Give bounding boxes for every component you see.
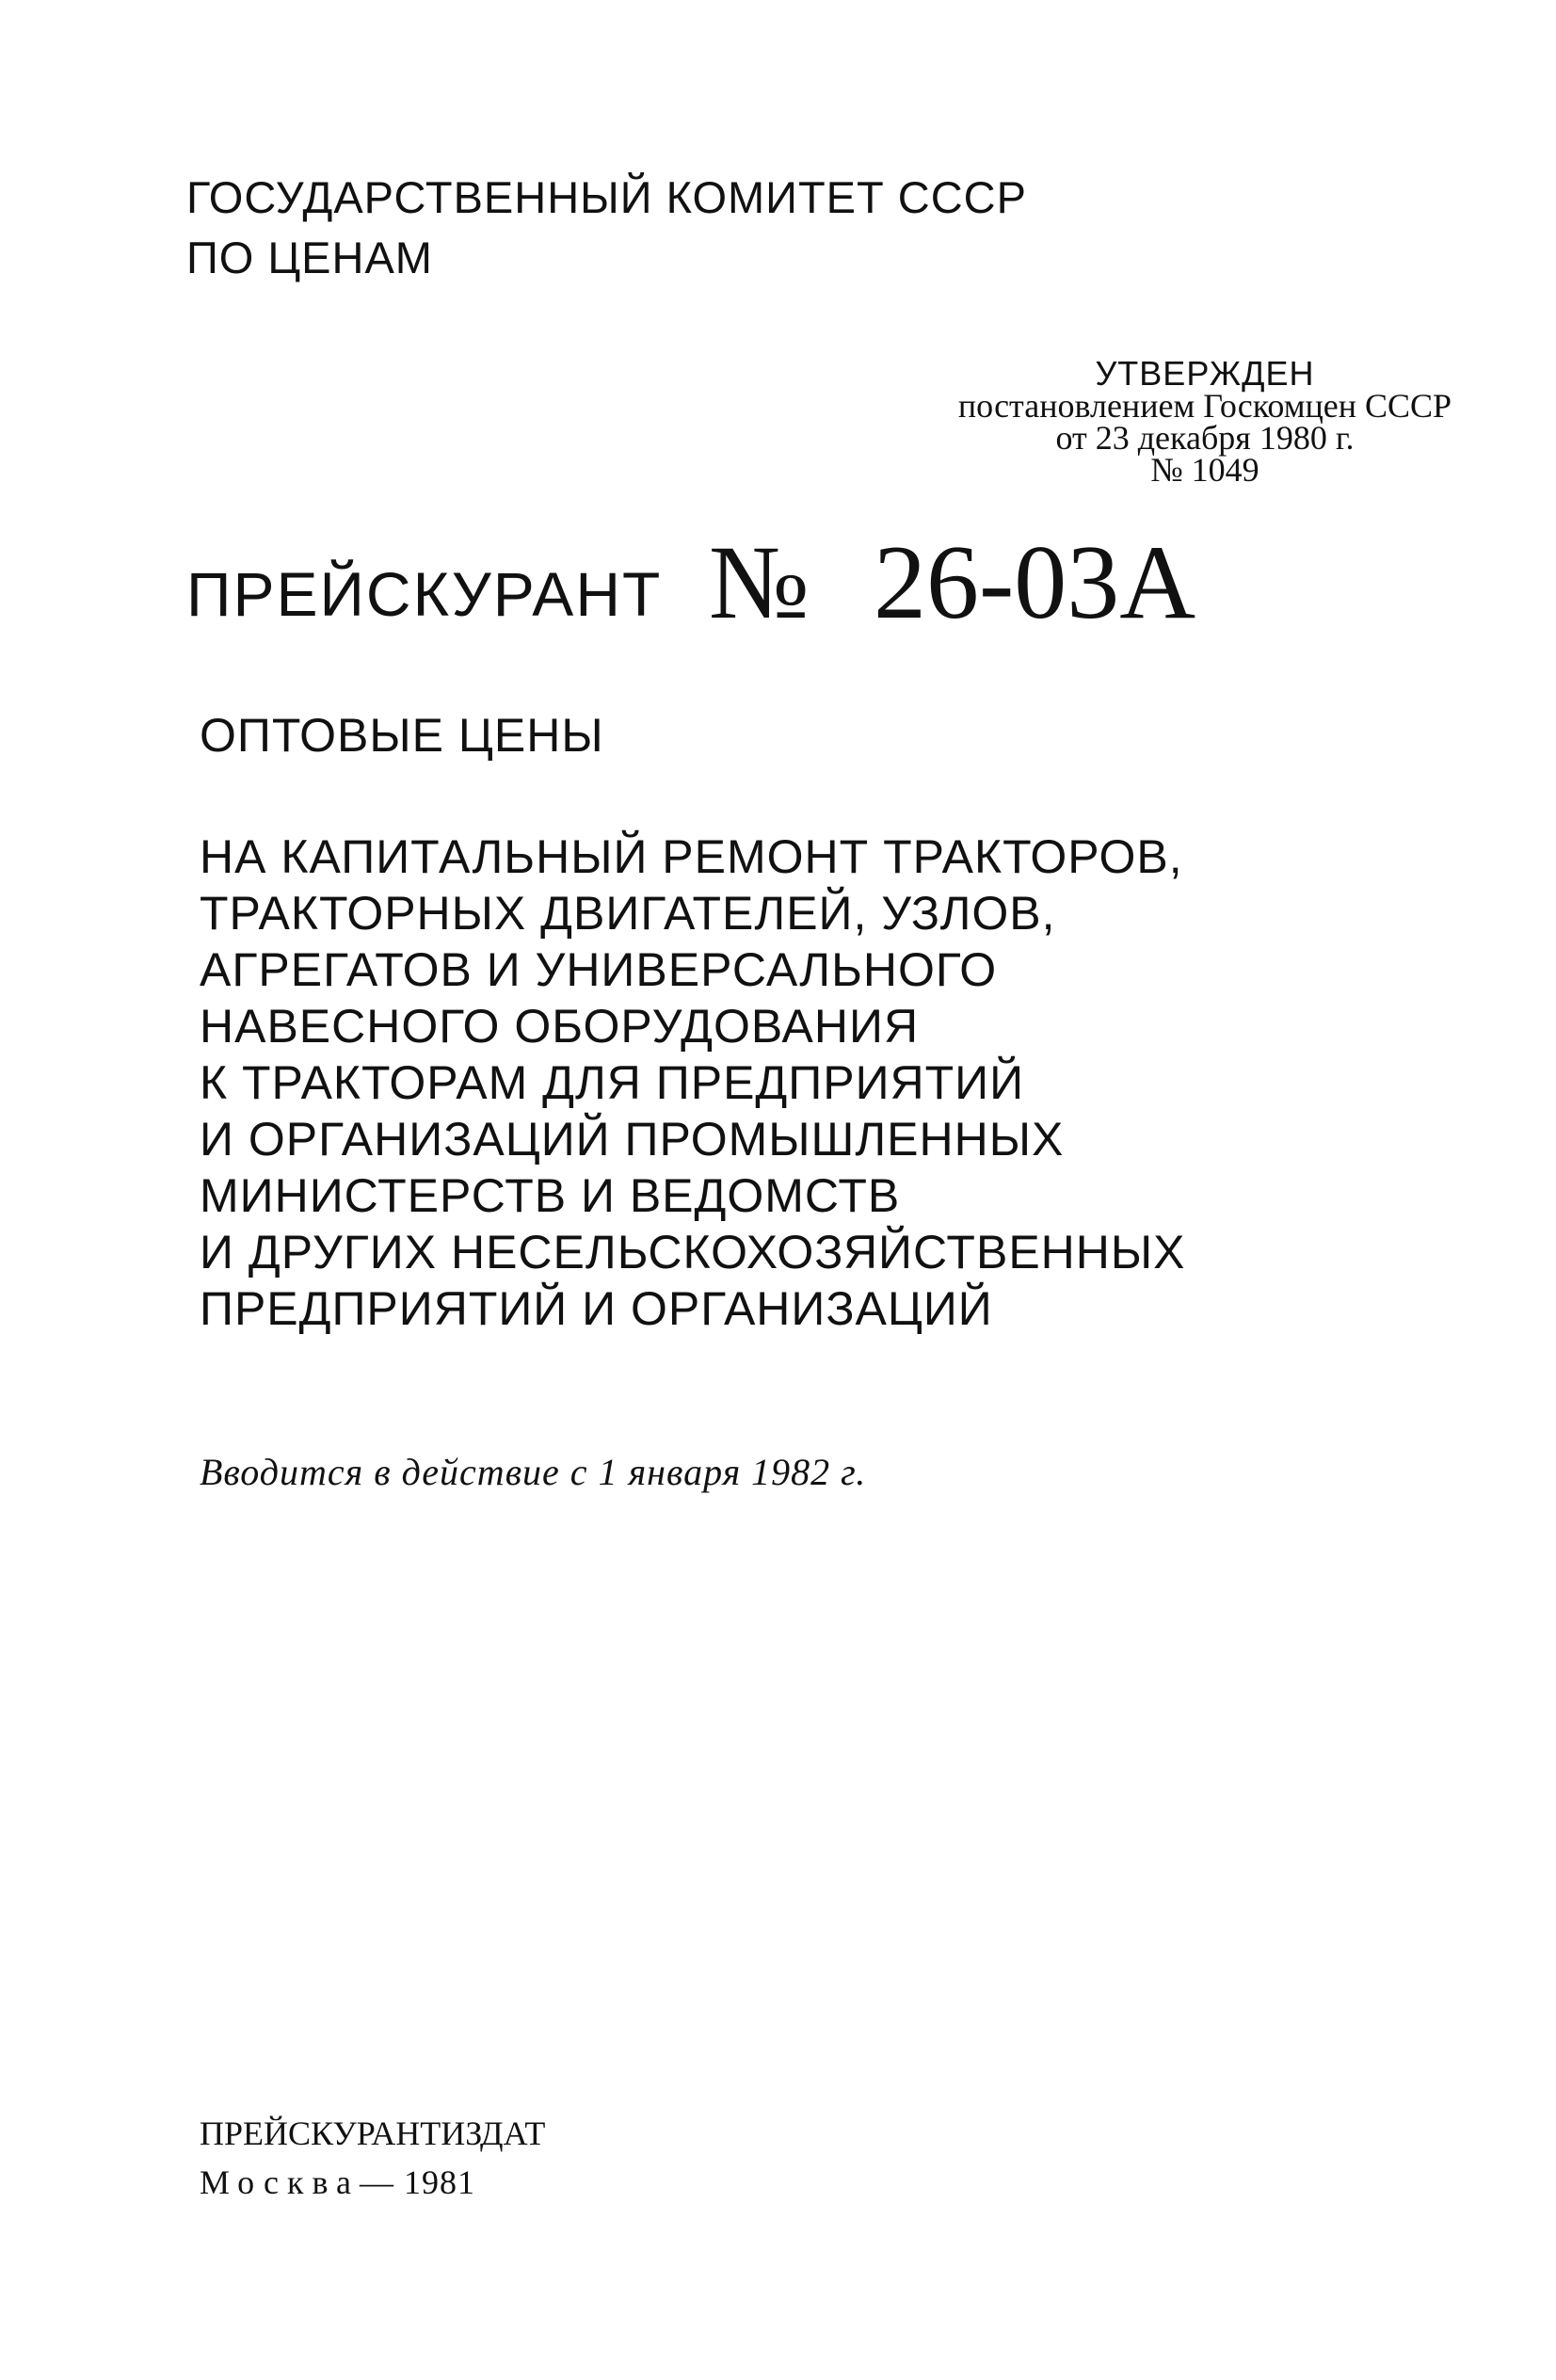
subject-line: НА КАПИТАЛЬНЫЙ РЕМОНТ ТРАКТОРОВ, <box>200 830 1183 883</box>
pricelist-word: ПРЕЙСКУРАНТ <box>186 559 663 629</box>
approval-resolution: постановлением Госкомцен СССР <box>957 387 1452 425</box>
subject-line: ТРАКТОРНЫХ ДВИГАТЕЛЕЙ, УЗЛОВ, <box>200 887 1056 940</box>
subject-line: НАВЕСНОГО ОБОРУДОВАНИЯ <box>200 1000 920 1053</box>
subject-line: И ОРГАНИЗАЦИЙ ПРОМЫШЛЕННЫХ <box>200 1113 1065 1166</box>
approval-date: от 23 декабря 1980 г. <box>1055 419 1355 457</box>
publisher-block <box>200 2109 545 2207</box>
publisher-name: ПРЕЙСКУРАНТИЗДАТ <box>200 2115 546 2152</box>
subject-line: К ТРАКТОРАМ ДЛЯ ПРЕДПРИЯТИЙ <box>200 1056 1025 1109</box>
publisher-year: — 1981 <box>359 2163 475 2201</box>
pricelist-number-sign: № <box>709 524 810 641</box>
subject-line: АГРЕГАТОВ И УНИВЕРСАЛЬНОГО <box>200 943 998 996</box>
committee-line-1: ГОСУДАРСТВЕННЫЙ КОМИТЕТ СССР <box>186 172 1027 222</box>
issuing-committee <box>186 168 1027 288</box>
publisher-city-year <box>200 2158 545 2207</box>
effective-date-note: Вводится в действие с 1 января 1982 г. <box>200 1451 867 1493</box>
subject-heading <box>200 828 1186 1337</box>
wholesale-heading: ОПТОВЫЕ ЦЕНЫ <box>200 709 604 762</box>
publisher-city: Москва <box>200 2163 360 2201</box>
approval-block <box>941 354 1468 489</box>
pricelist-number: 26-03А <box>874 524 1196 641</box>
subject-line: МИНИСТЕРСТВ И ВЕДОМСТВ <box>200 1169 901 1222</box>
approval-number: № 1049 <box>1150 451 1259 489</box>
subject-line: ПРЕДПРИЯТИЙ И ОРГАНИЗАЦИЙ <box>200 1282 993 1335</box>
approval-heading: УТВЕРЖДЕН <box>1095 354 1315 393</box>
subject-line: И ДРУГИХ НЕСЕЛЬСКОХОЗЯЙСТВЕННЫХ <box>200 1226 1186 1278</box>
committee-line-2: ПО ЦЕНАМ <box>186 233 433 282</box>
